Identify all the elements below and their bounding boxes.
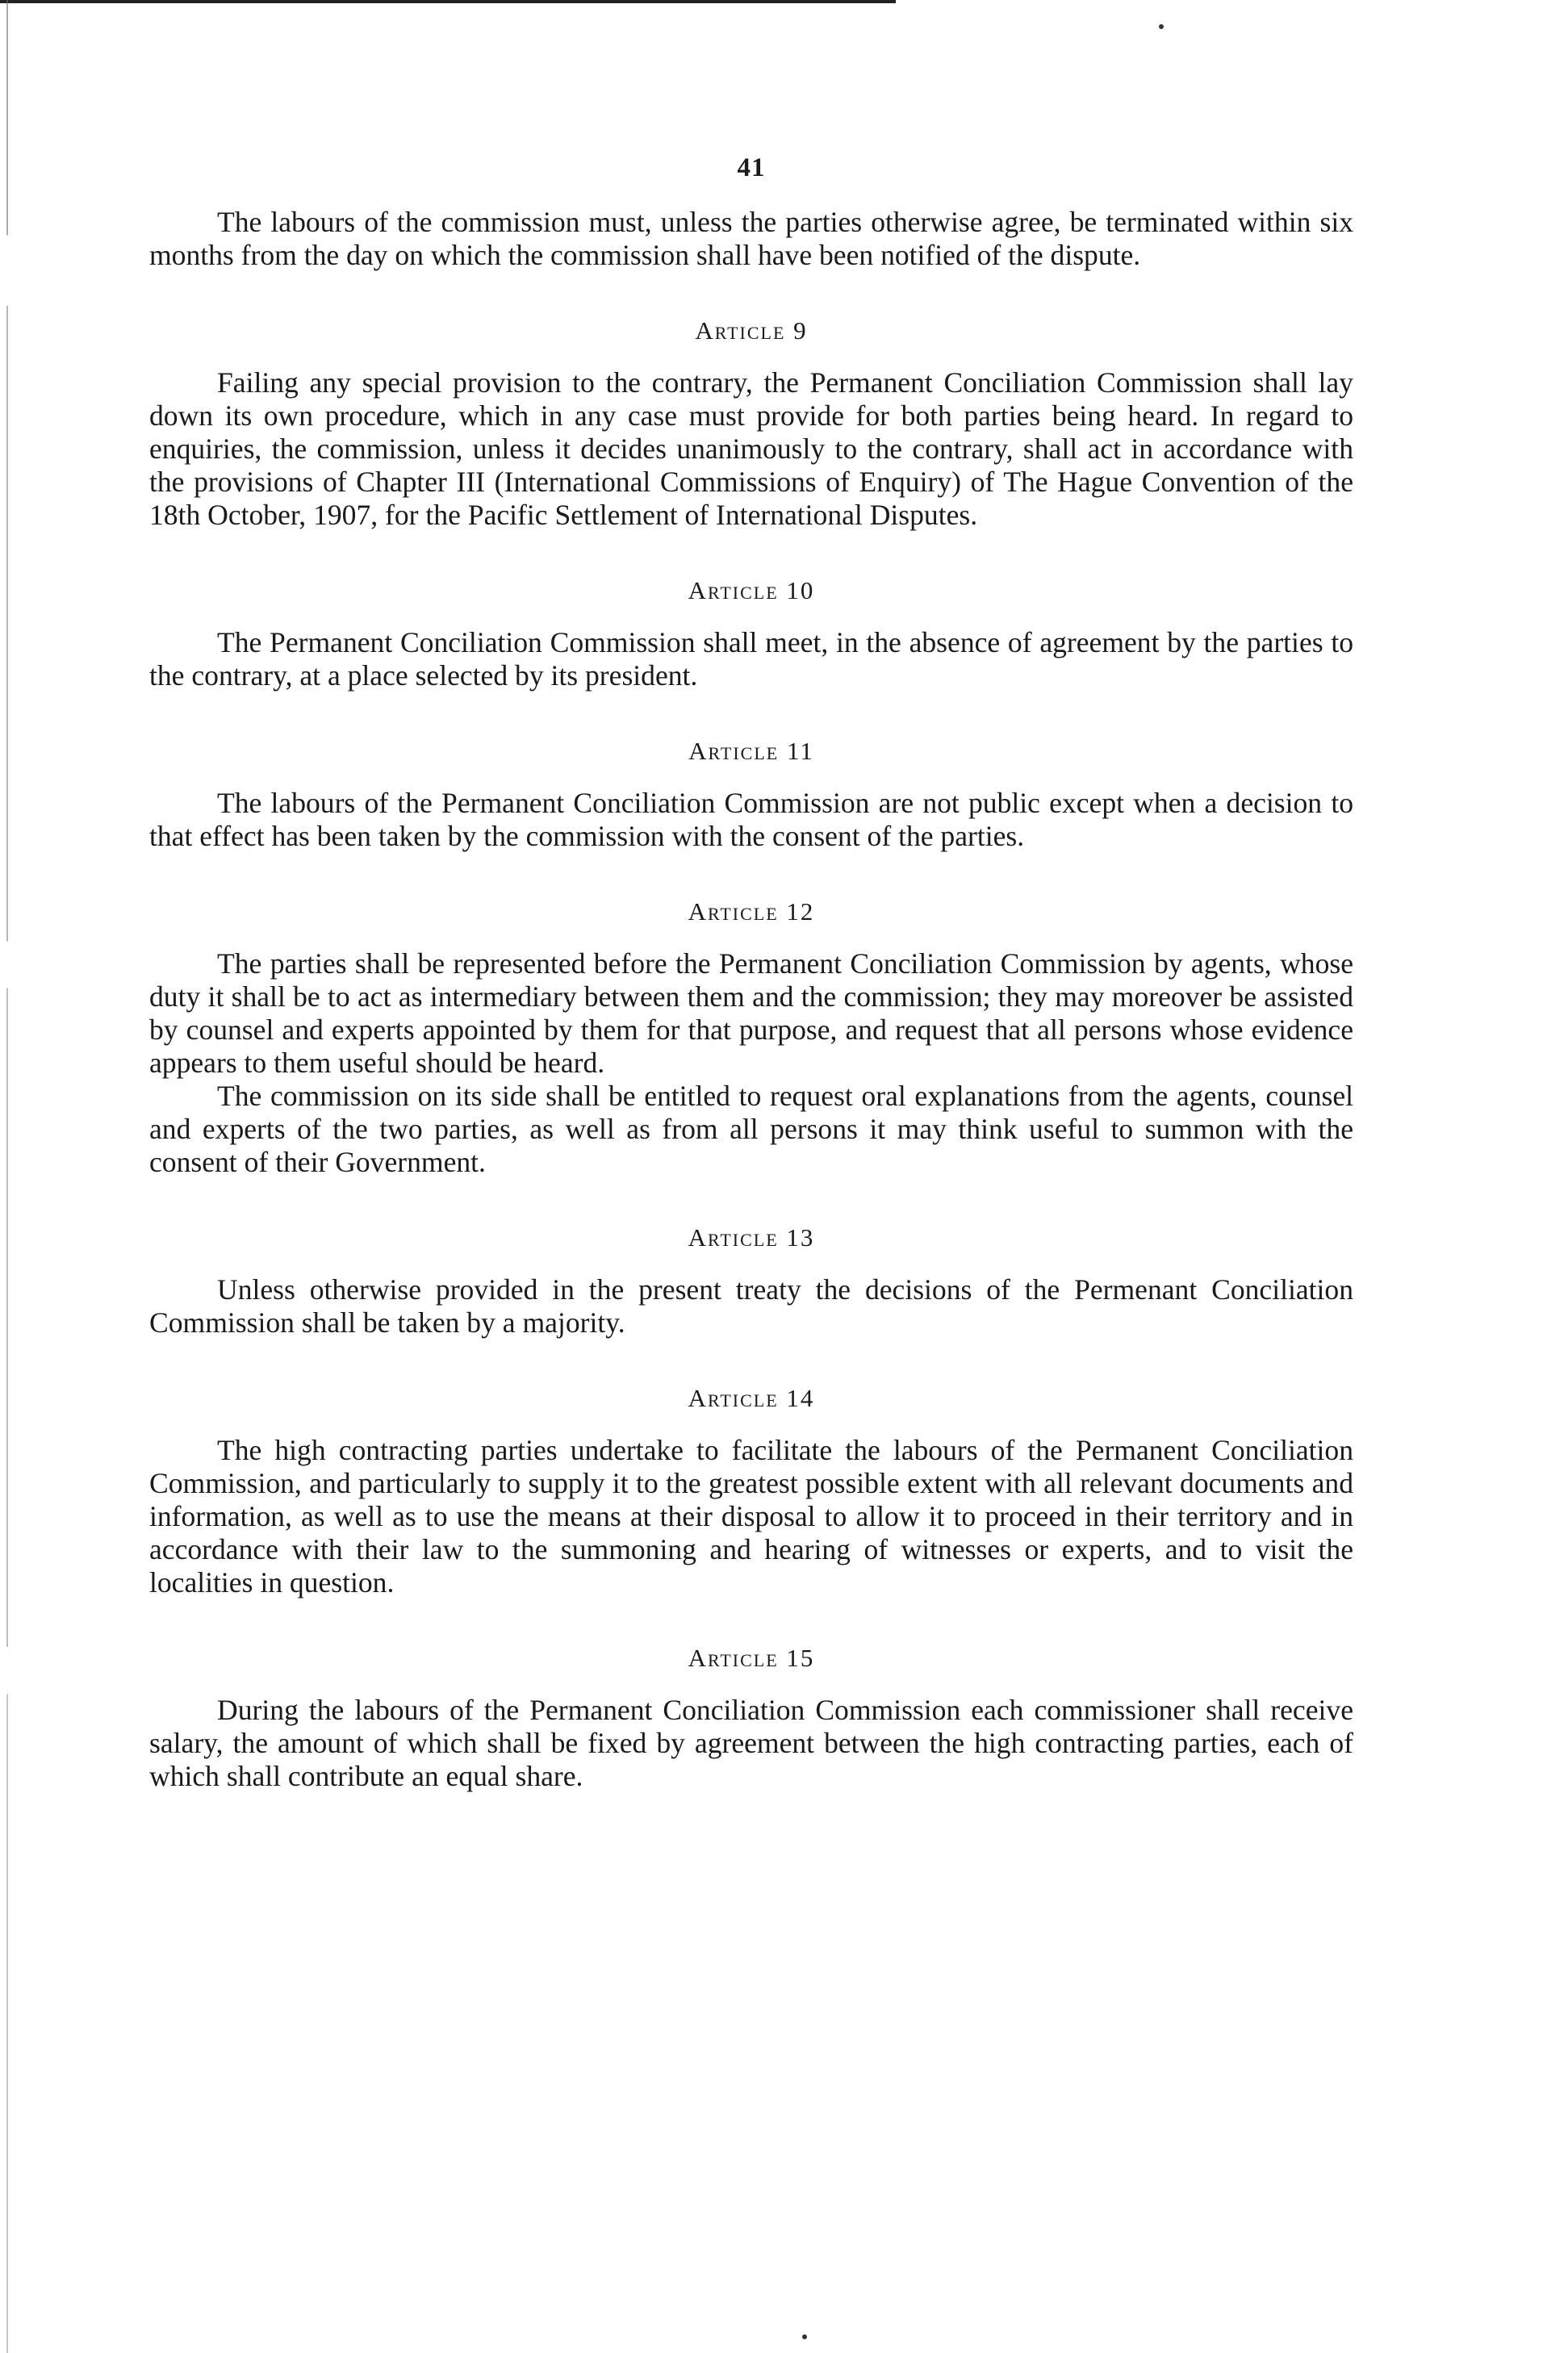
page-number: 41 [737, 153, 766, 182]
article-paragraph: The labours of the Permanent Conciliation Commission are not public except when a decision to that effect has been taken by the commission with the consent of the parties. [149, 787, 1353, 852]
top-edge-rule [0, 0, 896, 3]
document-body [149, 153, 1353, 1793]
article-11 [149, 734, 1353, 853]
article-15 [149, 1641, 1353, 1793]
article-13 [149, 1221, 1353, 1339]
article-heading: Article 10 [688, 576, 815, 604]
article-paragraph: During the labours of the Permanent Conciliation Commission each commissioner shall receive salary, the amount of which shall be fixed by agreement between the high contracting parties, each of which shall contribute an equal share. [149, 1694, 1353, 1792]
article-heading: Article 12 [688, 897, 815, 926]
article-heading: Article 9 [695, 316, 808, 345]
article-heading: Article 11 [688, 737, 814, 765]
article-heading: Article 13 [688, 1223, 815, 1252]
article-14 [149, 1381, 1353, 1599]
ink-speck [802, 2334, 807, 2339]
article-paragraph: Unless otherwise provided in the present treaty the decisions of the Permenant Conciliation Commission shall be taken by a majority. [149, 1273, 1353, 1339]
article-heading: Article 15 [688, 1644, 815, 1672]
left-scan-edge [6, 0, 8, 2353]
article-paragraph: The Permanent Conciliation Commission shall meet, in the absence of agreement by the parties to the contrary, at a place selected by its president. [149, 626, 1353, 692]
article-paragraph: The commission on its side shall be entitled to request oral explanations from the agents, counsel and experts of the two parties, as well as from all persons it may think useful to summon with the consent of their Government. [149, 1080, 1353, 1178]
article-paragraph: Failing any special provision to the contrary, the Permanent Conciliation Commission shall lay down its own procedure, which in any case must provide for both parties being heard. In regard to enquiries, the commission, unless it decides unanimously to the contrary, shall act in accordance with the provisions of Chapter III (International Commissions of Enquiry) of The Hague Convention of the 18th October, 1907, for the Pacific Settlement of International Disputes. [149, 366, 1353, 531]
intro-paragraph: The labours of the commission must, unless the parties otherwise agree, be terminated within six months from the day on which the commission shall have been notified of the dispute. [149, 206, 1353, 271]
article-heading: Article 14 [688, 1384, 815, 1412]
article-10 [149, 574, 1353, 692]
article-paragraph: The parties shall be represented before the Permanent Conciliation Commission by agents, whose duty it shall be to act as intermediary between them and the commission; they may moreover be assisted by counsel and experts appointed by them for that purpose, and request that all persons whose evidence appears to them useful should be heard. [149, 947, 1353, 1079]
ink-speck [1159, 24, 1164, 29]
article-9 [149, 314, 1353, 532]
article-12 [149, 895, 1353, 1179]
article-paragraph: The high contracting parties undertake to facilitate the labours of the Permanent Conciliation Commission, and particularly to supply it to the greatest possible extent with all relevant documents and information, as well as to use the means at their disposal to allow it to proceed in their territory and in accordance with their law to the summoning and hearing of witnesses or experts, and to visit the localities in question. [149, 1434, 1353, 1599]
